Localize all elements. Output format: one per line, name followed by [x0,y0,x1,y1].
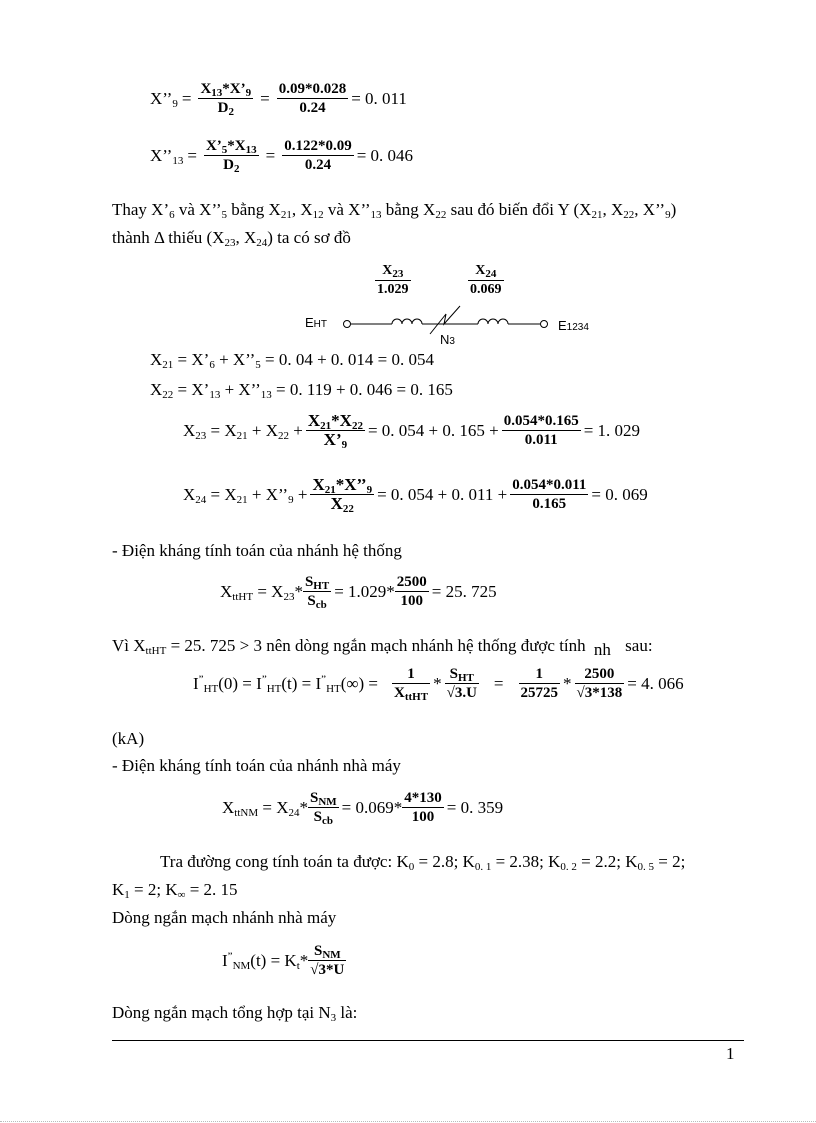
fraction: $\frac{S_{NM}}{S_{cb}}$ [310,790,337,827]
paragraph-transform-2: thành Δ thiếu ($X_{23}$, $X_{24}$) ta có sơ đồ [112,228,351,249]
right-terminal [541,321,548,328]
unit-ka: (kA) [112,729,145,748]
fraction-values: $\frac{0.09*0.028}{0.24}$ [278,81,347,116]
heading-plant-reactance: - Điện kháng tính toán của nhánh nhà máy [112,756,401,775]
equation-x22: $X_{22}$ = $X’_{13}$ + $X’’_{13} = 0$. 119 + 0. 046 = 0. 165 [150,380,453,401]
page-edge [0,1121,816,1122]
equation-xtt-ht: $X_{ttHT} = X_{23}*$ $\frac{S_{HT}}{S_{cb}}$ = 1.029* $\frac{2500}{100}$ = 25. 725 [220,574,497,611]
page-number: 1 [726,1044,735,1063]
fraction-values: $\frac{4*130}{100}$ [404,790,442,825]
left-terminal [344,321,351,328]
fraction: $\frac{S_{NM}}{√3*U}$ [310,943,345,978]
equation-x9: $X’’_9$ = $\frac{X_{13}*X’_9}{D_2}$ = $\frac{0.09*0.028}{0.24}$ = 0. 011 [150,81,407,118]
fraction-values: $\frac{2500}{100}$ [396,574,427,609]
equation-xtt-nm: $X_{ttNM} = X_{24}*$ $\frac{S_{NM}}{S_{cb}}$ = 0.069* $\frac{4*130}{100}$ = 0. 359 [222,790,504,827]
equivalent-circuit [300,262,620,362]
fraction: $\frac{1}{X_{ttHT}}$ [394,666,429,703]
fraction: $\frac{S_{HT}}{√3.U}$ [446,666,477,701]
circuit-wires [300,262,620,362]
fraction: $\frac{X_{21}*X’’_9}{X_{22}}$ [312,475,373,515]
equation-current-ht: $I^”_{HT}(0) = I^”_{HT}(t) = I^”_{HT}(\infty)$ = $\frac{1}{X_{ttHT}}$ * $\frac{S_{HT}}{√3.U}$ = $\frac{1}{25725}$ * $\frac{2500}{√3*138}$ = 4. 066 [193,666,684,703]
fault-symbol [430,306,460,334]
equation-x23: $X_{23} = X_{21} + X_{22}$ + $\frac{X_{21}*X_{22}}{X’_9}$ = 0. 054 + 0. 165 + $\frac{0.054*0.165}{0.011}$ = 1. 029 [183,411,641,451]
fraction: $\frac{X’_5*X_{13}}{D_2}$ [205,138,257,175]
heading-system-reactance: - Điện kháng tính toán của nhánh hệ thống [112,541,402,560]
fault-point-n3: N3 [440,332,455,347]
equation-x24: $X_{24} = X_{21}$ + $X’’_9$ + $\frac{X_{21}*X’’_9}{X_{22}}$ = 0. 054 + 0. 011 + $\frac{0.054*0.011}{0.165}$ = 0. 069 [183,475,648,515]
equation-x21: $X_{21}$ = $X’_6$ + $X’’_5 = 0$. 04 + 0. 014 = 0. 054 [150,350,435,371]
equation-current-nm: $I^”_{NM}(t) = K_t*$ $\frac{S_{NM}}{√3*U}$ [222,943,345,978]
source-e1234: E1234 [558,318,589,333]
fraction-values: $\frac{0.054*0.165}{0.011}$ [503,413,579,448]
inductor-x24 [478,319,508,324]
heading-plant-current: Dòng ngắn mạch nhánh nhà máy [112,908,337,927]
heading-total-current: Dòng ngắn mạch tổng hợp tại $N_3$ là: [112,1003,358,1024]
x24-label: $\frac{X_{24}}{0.069}$ [470,263,502,297]
paragraph-curve-values: Tra đường cong tính toán ta được: $K_0 = 2.8$; $K_{0. 1} = 2.38$; $K_{0. 2} = 2.2$; $K_{0. 5} = 2$; [160,852,686,873]
fraction-values: $\frac{1}{25725}$ [520,666,559,701]
statement-condition: Vì $X_{ttHT} = 25$. 725 > 3 nên dòng ngắn mạch nhánh hệ thống được tính nh sau: [112,636,653,659]
inductor-x23 [392,319,422,324]
fraction-values: $\frac{0.054*0.011}{0.165}$ [512,477,587,512]
fraction-values: $\frac{2500}{√3*138}$ [576,666,623,701]
paragraph-transform: Thay $X’_6$ và $X’’_5$ bằng $X_{21}$, $X_{12}$ và $X’’_{13}$ bằng $X_{22}$ sau đó biến đổi Y ($X_{21}$, $X_{22}$, $X’’_9$) [112,200,677,221]
x23-label: $\frac{X_{23}}{1.029}$ [377,263,409,297]
paragraph-curve-values-2: $K_1 = 2$; $K_\infty = 2$. 15 [112,880,238,901]
fraction: $\frac{S_{HT}}{S_{cb}}$ [304,574,330,611]
fraction: $\frac{X_{13}*X’_9}{D_2}$ [200,81,252,118]
equation-x13: $X’’_{13}$ = $\frac{X’_5*X_{13}}{D_2}$ = $\frac{0.122*0.09}{0.24}$ = 0. 046 [150,138,414,175]
fraction-values: $\frac{0.122*0.09}{0.24}$ [284,138,352,173]
footer-rule [112,1040,744,1041]
source-eht: EHT [305,315,328,330]
fraction: $\frac{X_{21}*X_{22}}{X’_9}$ [307,411,363,451]
